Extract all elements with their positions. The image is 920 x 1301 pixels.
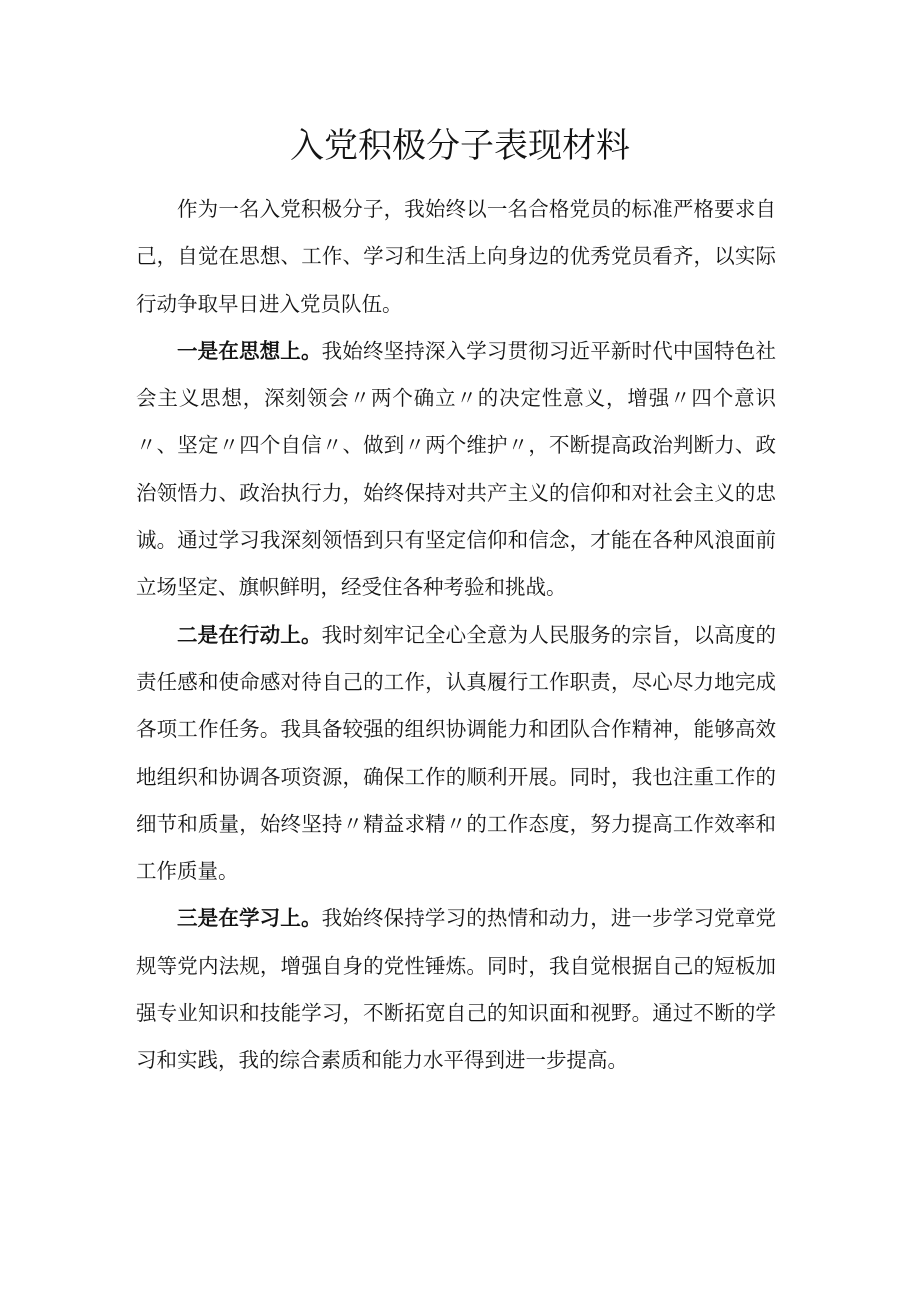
section-text: 我时刻牢记全心全意为人民服务的宗旨，以高度的责任感和使命感对待自己的工作，认真履行工作职责，尽心尽力地完成各项工作任务。我具备较强的组织协调能力和团队合作精神，能够高效地组织和协调各项资源，确保工作的顺利开展。同时，我也注重工作的细节和质量，始终坚持〃精益求精〃的工作态度，努力提高工作效率和工作质量。 <box>136 622 776 884</box>
document-title: 入党积极分子表现材料 <box>290 126 630 166</box>
section-lead: 一是在思想上。 <box>177 338 322 363</box>
section-lead: 三是在学习上。 <box>177 906 322 931</box>
intro-paragraph: 作为一名入党积极分子，我始终以一名合格党员的标准严格要求自己，自觉在思想、工作、学习和生活上向身边的优秀党员看齐，以实际行动争取早日进入党员队伍。 <box>136 197 776 316</box>
section-text: 我始终保持学习的热情和动力，进一步学习党章党规等党内法规，增强自身的党性锤炼。同时，我自觉根据自己的短板加强专业知识和技能学习，不断拓宽自己的知识面和视野。通过不断的学习和实践，我的综合素质和能力水平得到进一步提高。 <box>136 906 776 1073</box>
section-paragraph-action <box>136 612 776 896</box>
section-paragraph-study <box>136 895 776 1084</box>
section-paragraph-thought <box>136 328 776 612</box>
document-body <box>136 186 776 1085</box>
section-text: 我始终坚持深入学习贯彻习近平新时代中国特色社会主义思想，深刻领会〃两个确立〃的决定性意义，增强〃四个意识〃、坚定〃四个自信〃、做到〃两个维护〃，不断提高政治判断力、政治领悟力、政治执行力，始终保持对共产主义的信仰和对社会主义的忠诚。通过学习我深刻领悟到只有坚定信仰和信念，才能在各种风浪面前立场坚定、旗帜鲜明，经受住各种考验和挑战。 <box>136 338 776 600</box>
section-lead: 二是在行动上。 <box>177 622 322 647</box>
